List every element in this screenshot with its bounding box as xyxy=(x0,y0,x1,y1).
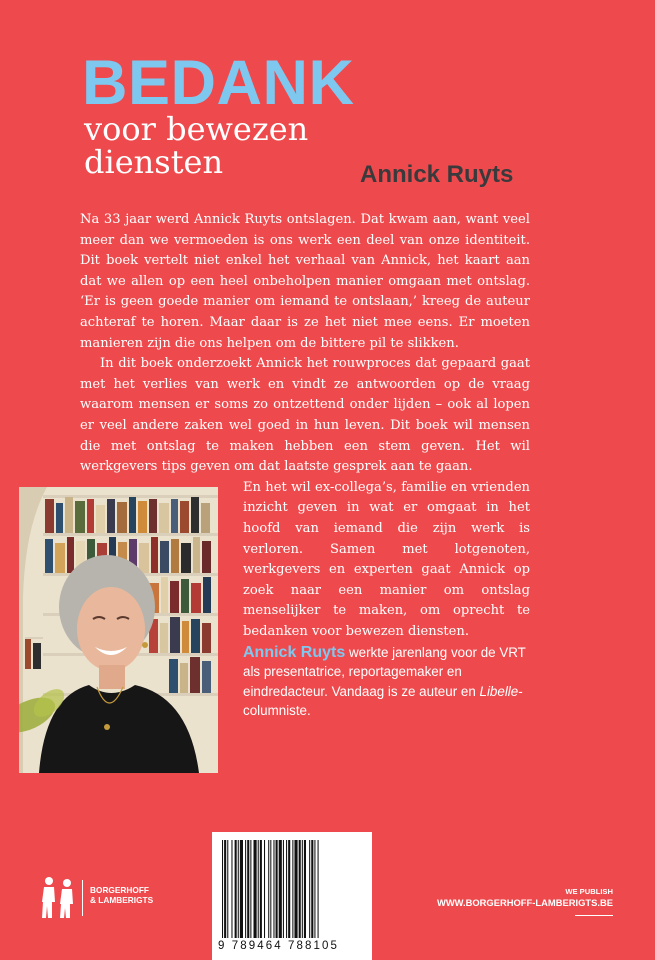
barcode-bar xyxy=(224,840,226,938)
bio-text-2: -columniste. xyxy=(243,683,523,718)
isbn-number: 9 789464 788105 xyxy=(218,940,340,952)
barcode-bar xyxy=(240,840,243,938)
author-photo xyxy=(19,487,218,773)
barcode-bar xyxy=(254,840,257,938)
barcode-bar xyxy=(245,840,246,938)
blurb-paragraph-1: Na 33 jaar werd Annick Ruyts ontslagen. Dat kwam aan, want veel meer dan we vermoeden is ons werk een deel van onze identiteit. Dit boek vertelt niet enkel het verhaal van Annick, het kaart aan dat we allen op een heel onbeholpen manier omgaan met ontslag. ‘Er is geen goede manier om iemand te ontslaan,’ kreeg de auteur achteraf te horen. Maar daar is ze het niet mee eens. Er moeten manieren zijn die ons helpen om de bittere pil te slikken. xyxy=(80,212,530,351)
barcode-bar xyxy=(286,840,287,938)
barcode-bar xyxy=(279,840,282,938)
barcode-bar xyxy=(294,840,297,938)
barcode-bar xyxy=(268,840,269,938)
barcode-bar xyxy=(304,840,306,938)
barcode-bar xyxy=(276,840,278,938)
publisher-name-line-1: BORGERHOFF xyxy=(90,885,149,895)
barcode-bar xyxy=(302,840,303,938)
bio-magazine: Libelle xyxy=(479,683,519,699)
publisher-divider xyxy=(82,880,83,916)
author-bio xyxy=(243,643,543,720)
publisher-logo-icon xyxy=(35,876,79,920)
barcode-bar xyxy=(250,840,251,938)
publisher-name xyxy=(90,885,153,905)
barcode-bar xyxy=(292,840,293,938)
blurb-paragraph-3: En het wil ex-collega’s, familie en vrienden inzicht geven in wat er omgaat in het hoofd van iemand die zijn werk is verloren. Samen met lotgenoten, werkgevers en experten gaat Annick op zoek naar een manier om ontslag menselijker te maken, om oprecht te bedanken voor bewezen diensten. xyxy=(243,479,530,639)
barcode-bar xyxy=(283,840,284,938)
blurb-paragraph-2: In dit boek onderzoekt Annick het rouwproces dat gepaard gaat met het verlies van werk en vindt ze antwoorden op de vraag waarom mensen er soms zo ontzettend onder lijden – ook al lopen er veel andere zaken wel goed in hun leven. Dit boek wil mensen die met ontslag te maken hebben een stem geven. Het wil werkgevers tips geven om dat laatste gesprek aan te gaan. xyxy=(80,356,530,475)
publisher-url: WWW.BORGERHOFF-LAMBERIGTS.BE xyxy=(436,897,613,908)
barcode-bar xyxy=(235,840,237,938)
publisher-underline xyxy=(575,915,613,916)
barcode-bar xyxy=(311,840,313,938)
barcode-bar xyxy=(273,840,274,938)
author-name: Annick Ruyts xyxy=(360,161,514,188)
barcode-bar xyxy=(299,840,301,938)
book-title: BEDANK xyxy=(82,48,355,118)
barcode-bar xyxy=(264,840,265,938)
barcode-bar xyxy=(288,840,290,938)
barcode-bar xyxy=(270,840,271,938)
book-subtitle: voor bewezen diensten xyxy=(84,110,309,181)
barcode-bar xyxy=(227,840,228,938)
barcode-bar xyxy=(258,840,259,938)
barcode-bars xyxy=(222,840,362,938)
barcode-bar xyxy=(260,840,262,938)
barcode-bar xyxy=(231,840,232,938)
barcode-bar xyxy=(247,840,249,938)
barcode-bar xyxy=(309,840,310,938)
publisher-tagline: WE PUBLISH xyxy=(565,887,613,896)
barcode-bar xyxy=(238,840,239,938)
barcode xyxy=(212,832,372,960)
barcode-bar xyxy=(222,840,223,938)
barcode-bar xyxy=(318,840,319,938)
publisher-contact xyxy=(437,887,613,916)
bio-author-name: Annick Ruyts xyxy=(243,644,346,661)
publisher-name-line-2: & LAMBERIGTS xyxy=(90,895,154,905)
bio-text-1: werkte jarenlang voor de VRT als presentatrice, reportagemaker en eindredacteur. Vandaag is ze auteur en xyxy=(243,645,526,699)
barcode-bar xyxy=(314,840,315,938)
